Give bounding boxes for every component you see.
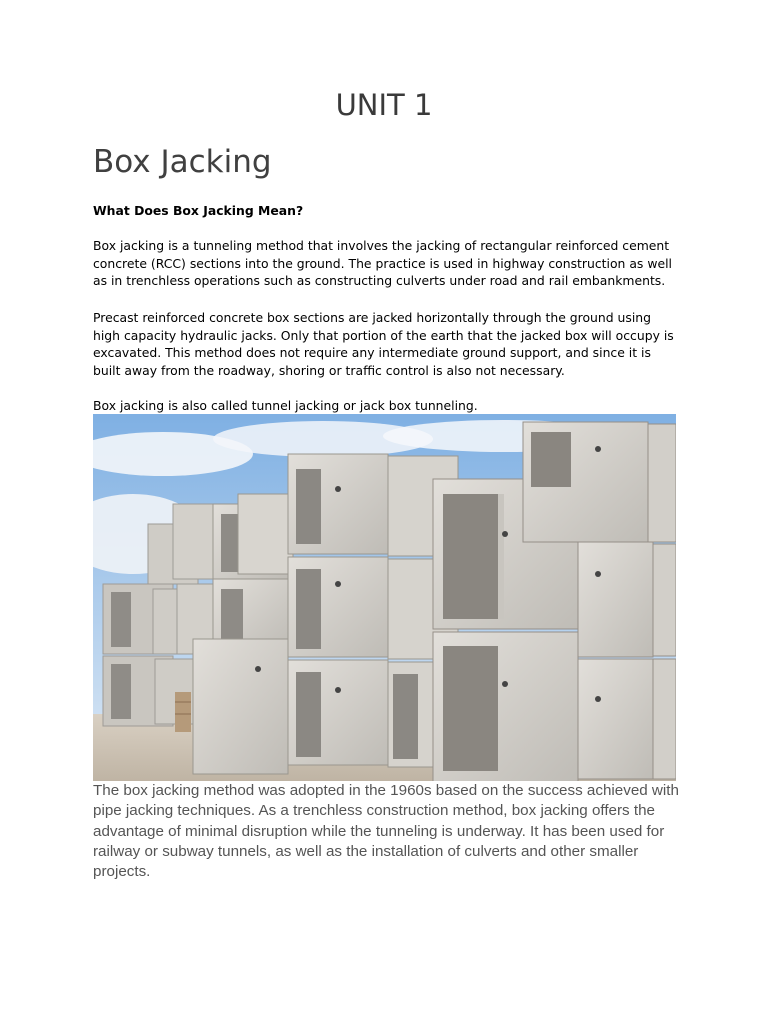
page-title: Box Jacking [93,144,272,180]
unit-heading: UNIT 1 [335,88,433,122]
paragraph-history: The box jacking method was adopted in the 1960s based on the success achieved with pipe jacking techniques. As a trenchless construction method, box jacking offers the advantage of minimal disruption while the tunneling is underway. It has been used for railway or subway tunnels, as well as the installation of culverts and other smaller projects. [93,782,679,881]
wooden-pallet [175,692,191,732]
concrete-boxes-illustration [93,414,676,781]
section-question: What Does Box Jacking Mean? [93,203,304,218]
paragraph-method: Precast reinforced concrete box sections are jacked horizontally through the ground using high capacity hydraulic jacks. Only that portion of the earth that the jacked box will occupy is excavated. This method does not require any intermediate ground support, and since it is built away from the roadway, shoring or traffic control is also not necessary. [93,310,674,378]
paragraph-definition: Box jacking is a tunneling method that involves the jacking of rectangular reinforced cement concrete (RCC) sections into the ground. The practice is used in highway construction as well as in trenchless operations such as constructing culverts under road and rail embankments. [93,238,672,289]
concrete-boxes-photo [93,414,676,781]
paragraph-alias: Box jacking is also called tunnel jacking or jack box tunneling. [93,398,478,413]
